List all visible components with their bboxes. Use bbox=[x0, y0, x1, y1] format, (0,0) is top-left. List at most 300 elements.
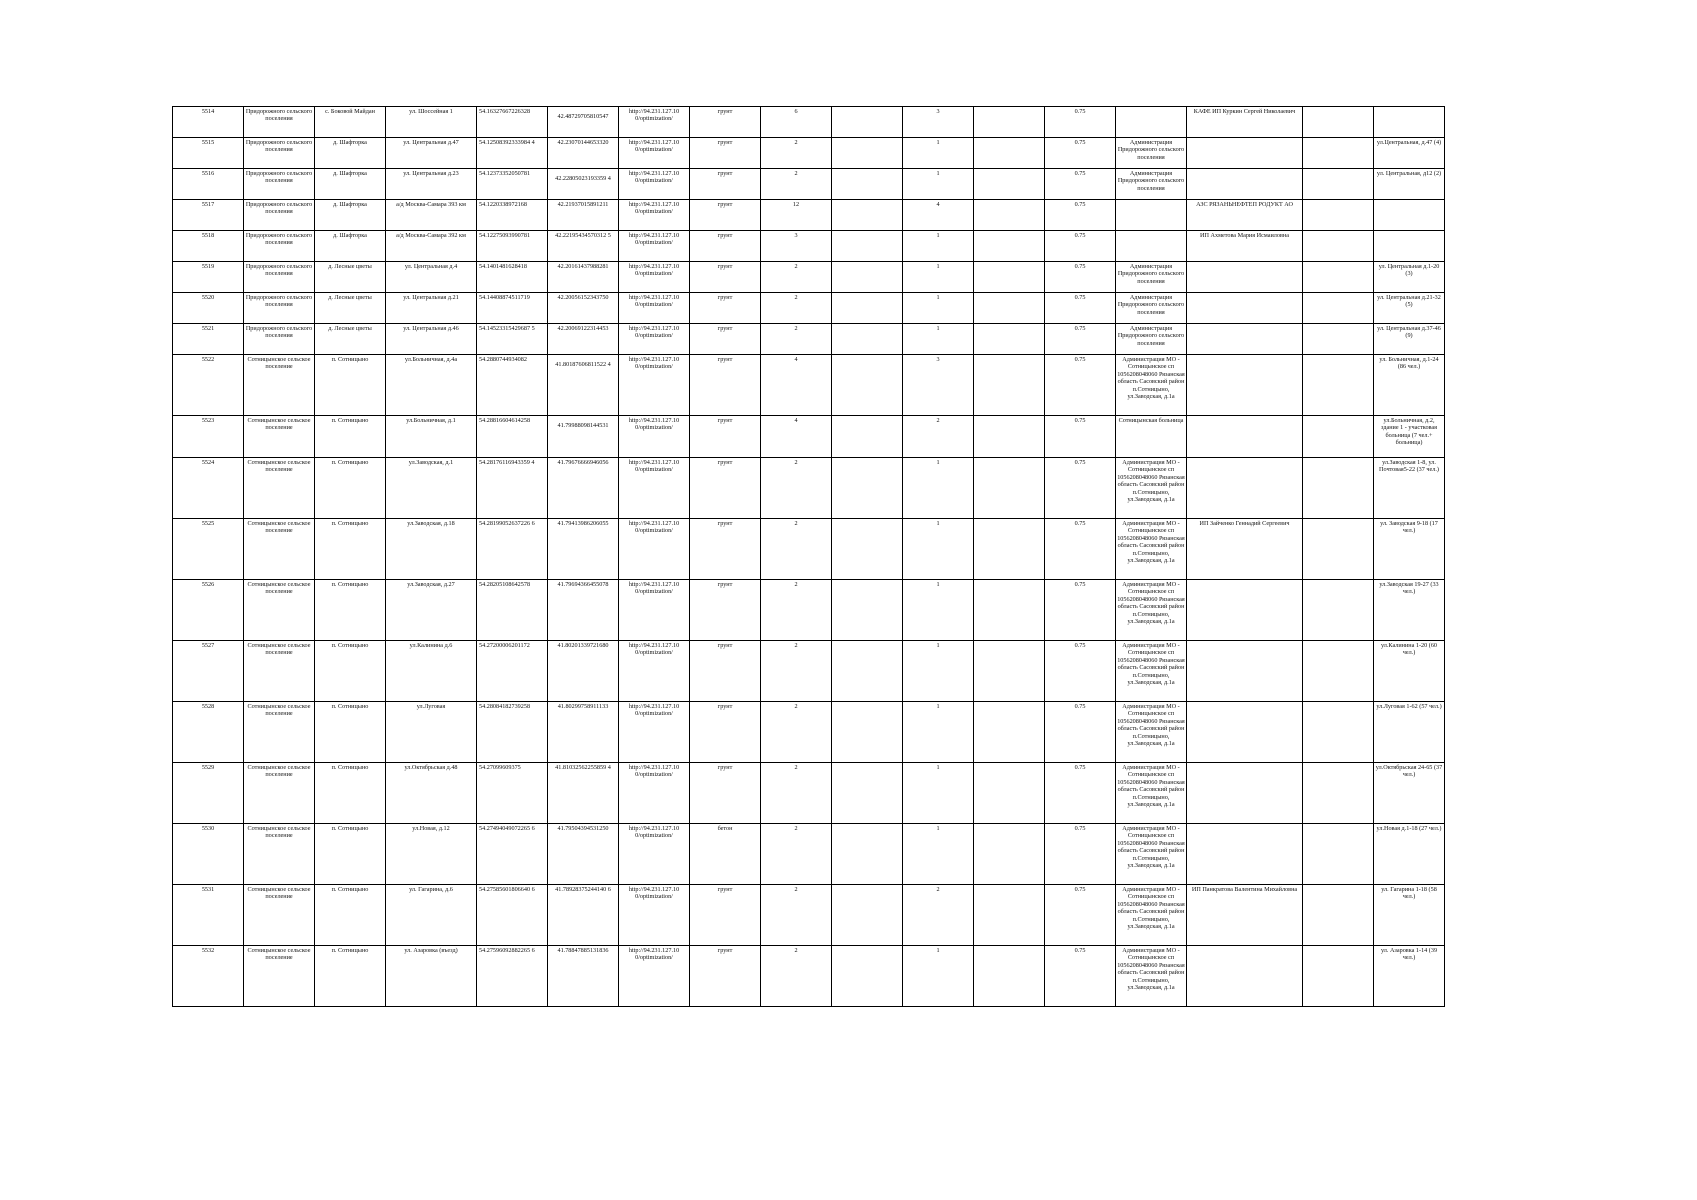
cell-served-houses: ул. Больничная, д.1-24 (86 чел.) bbox=[1374, 355, 1445, 416]
cell-col11 bbox=[974, 763, 1045, 824]
cell-col11 bbox=[974, 293, 1045, 324]
cell-surface: грунт bbox=[690, 324, 761, 355]
cell-col9 bbox=[832, 138, 903, 169]
cell-surface: грунт bbox=[690, 138, 761, 169]
cell-area: 2 bbox=[761, 169, 832, 200]
cell-id: 5526 bbox=[173, 580, 244, 641]
cell-container-volume: 0.75 bbox=[1045, 885, 1116, 946]
longitude-value: 42.48729705810547 bbox=[557, 113, 609, 120]
cell-surface: грунт bbox=[690, 885, 761, 946]
cell-container-volume: 0.75 bbox=[1045, 519, 1116, 580]
cell-id: 5519 bbox=[173, 262, 244, 293]
cell-col16 bbox=[1303, 519, 1374, 580]
cell-owner: Администрация МО - Сотницынское сп 1056208048060 Рязанская область Сасовский район п.Сотницыно, ул.Заводская, д.1а bbox=[1116, 763, 1187, 824]
cell-settlement: Придорожного сельского поселения bbox=[244, 200, 315, 231]
cell-col11 bbox=[974, 138, 1045, 169]
cell-col9 bbox=[832, 355, 903, 416]
cell-col16 bbox=[1303, 416, 1374, 458]
table-row bbox=[173, 324, 1546, 355]
cell-owner: Администрация Придорожного сельского поселения bbox=[1116, 138, 1187, 169]
cell-surface: грунт bbox=[690, 702, 761, 763]
cell-locality: д. Шафторка bbox=[315, 138, 386, 169]
cell-waste-source: ИП Зайченко Геннадий Сергеевич bbox=[1187, 519, 1303, 580]
cell-container-volume: 0.75 bbox=[1045, 416, 1116, 458]
cell-container-count: 1 bbox=[903, 763, 974, 824]
cell-id: 5516 bbox=[173, 169, 244, 200]
cell-address: ул.Заводская, д.18 bbox=[386, 519, 477, 580]
table-row bbox=[173, 169, 1546, 200]
cell-area: 3 bbox=[761, 231, 832, 262]
cell-area: 2 bbox=[761, 293, 832, 324]
cell-area: 2 bbox=[761, 885, 832, 946]
cell-latitude: 54.1220338972168 bbox=[477, 200, 548, 231]
cell-surface: грунт bbox=[690, 519, 761, 580]
cell-col16 bbox=[1303, 946, 1374, 1007]
cell-longitude: 42.20056152343750 bbox=[548, 293, 619, 324]
cell-address: ул. Центральная д.23 bbox=[386, 169, 477, 200]
cell-id: 5532 bbox=[173, 946, 244, 1007]
cell-container-volume: 0.75 bbox=[1045, 200, 1116, 231]
cell-surface: грунт bbox=[690, 416, 761, 458]
cell-area: 12 bbox=[761, 200, 832, 231]
cell-id: 5517 bbox=[173, 200, 244, 231]
cell-url[interactable]: http://94.231.127.10 0/optimization/ bbox=[619, 169, 690, 200]
cell-col9 bbox=[832, 458, 903, 519]
cell-address: ул. Центральная д.4 bbox=[386, 262, 477, 293]
cell-container-volume: 0.75 bbox=[1045, 355, 1116, 416]
cell-col11 bbox=[974, 885, 1045, 946]
cell-locality: п. Сотницыно bbox=[315, 946, 386, 1007]
cell-container-count: 1 bbox=[903, 519, 974, 580]
cell-container-count: 3 bbox=[903, 355, 974, 416]
cell-settlement: Сотницынское сельское поселение bbox=[244, 641, 315, 702]
cell-settlement: Сотницынское сельское поселение bbox=[244, 580, 315, 641]
cell-col11 bbox=[974, 946, 1045, 1007]
cell-container-count: 2 bbox=[903, 885, 974, 946]
table-row bbox=[173, 580, 1546, 641]
cell-container-volume: 0.75 bbox=[1045, 293, 1116, 324]
cell-waste-source bbox=[1187, 946, 1303, 1007]
cell-url[interactable]: http://94.231.127.10 0/optimization/ bbox=[619, 416, 690, 458]
cell-address: ул. Азаровка (въезд) bbox=[386, 946, 477, 1007]
cell-col16 bbox=[1303, 107, 1374, 138]
cell-col9 bbox=[832, 702, 903, 763]
cell-waste-source bbox=[1187, 416, 1303, 458]
longitude-value: 42.22805023193359 4 bbox=[555, 175, 611, 182]
cell-latitude: 54.28176116943359 4 bbox=[477, 458, 548, 519]
table-row bbox=[173, 200, 1546, 231]
cell-owner bbox=[1116, 231, 1187, 262]
cell-url[interactable]: http://94.231.127.10 0/optimization/ bbox=[619, 946, 690, 1007]
cell-waste-source bbox=[1187, 580, 1303, 641]
cell-area: 2 bbox=[761, 763, 832, 824]
cell-owner bbox=[1116, 107, 1187, 138]
cell-container-count: 2 bbox=[903, 416, 974, 458]
cell-owner: Администрация Придорожного сельского поселения bbox=[1116, 169, 1187, 200]
table-row bbox=[173, 824, 1546, 885]
cell-waste-source bbox=[1187, 138, 1303, 169]
cell-area: 6 bbox=[761, 107, 832, 138]
cell-longitude: 41.79504394531250 bbox=[548, 824, 619, 885]
cell-owner: Сотницынская больница bbox=[1116, 416, 1187, 458]
cell-latitude: 54.28816604614258 bbox=[477, 416, 548, 458]
cell-longitude: 41.79413986206055 bbox=[548, 519, 619, 580]
cell-served-houses: ул.Больничная, д.2, здание 1 - участковая больница (7 чел.+ больница) bbox=[1374, 416, 1445, 458]
cell-area: 2 bbox=[761, 580, 832, 641]
cell-col11 bbox=[974, 324, 1045, 355]
cell-container-volume: 0.75 bbox=[1045, 262, 1116, 293]
cell-address: ул.Больничная, д.1 bbox=[386, 416, 477, 458]
table-row bbox=[173, 293, 1546, 324]
cell-url[interactable]: http://94.231.127.10 0/optimization/ bbox=[619, 231, 690, 262]
cell-served-houses: ул. Азаровка 1-14 (39 чел.) bbox=[1374, 946, 1445, 1007]
cell-settlement: Сотницынское сельское поселение bbox=[244, 702, 315, 763]
cell-area: 2 bbox=[761, 519, 832, 580]
cell-latitude: 54.28199052637226 6 bbox=[477, 519, 548, 580]
cell-container-count: 4 bbox=[903, 200, 974, 231]
cell-address: ул.Октябрьская д.48 bbox=[386, 763, 477, 824]
cell-address: ул.Заводская, д.27 bbox=[386, 580, 477, 641]
cell-col11 bbox=[974, 519, 1045, 580]
cell-waste-source bbox=[1187, 293, 1303, 324]
cell-col11 bbox=[974, 458, 1045, 519]
cell-waste-source bbox=[1187, 169, 1303, 200]
cell-col16 bbox=[1303, 458, 1374, 519]
cell-url[interactable]: http://94.231.127.10 0/optimization/ bbox=[619, 107, 690, 138]
cell-surface: грунт bbox=[690, 262, 761, 293]
cell-id: 5518 bbox=[173, 231, 244, 262]
cell-address: ул.Больничная, д.4а bbox=[386, 355, 477, 416]
cell-served-houses bbox=[1374, 231, 1445, 262]
cell-owner: Администрация МО - Сотницынское сп 1056208048060 Рязанская область Сасовский район п.Сотницыно, ул.Заводская, д.1а bbox=[1116, 580, 1187, 641]
cell-col9 bbox=[832, 200, 903, 231]
cell-latitude: 54.12275093990781 bbox=[477, 231, 548, 262]
cell-area: 2 bbox=[761, 262, 832, 293]
cell-url[interactable]: http://94.231.127.10 0/optimization/ bbox=[619, 262, 690, 293]
cell-settlement: Сотницынское сельское поселение bbox=[244, 946, 315, 1007]
cell-col11 bbox=[974, 107, 1045, 138]
cell-url[interactable]: http://94.231.127.10 0/optimization/ bbox=[619, 200, 690, 231]
cell-id: 5529 bbox=[173, 763, 244, 824]
cell-address: ул. Центральная д.21 bbox=[386, 293, 477, 324]
longitude-value: 41.80187606811522 4 bbox=[555, 361, 611, 368]
cell-latitude: 54.1401481628418 bbox=[477, 262, 548, 293]
cell-surface: грунт bbox=[690, 293, 761, 324]
cell-url[interactable]: http://94.231.127.10 0/optimization/ bbox=[619, 293, 690, 324]
cell-surface: грунт bbox=[690, 458, 761, 519]
cell-address: ул. Центральная д.47 bbox=[386, 138, 477, 169]
cell-owner: Администрация Придорожного сельского поселения bbox=[1116, 262, 1187, 293]
cell-settlement: Придорожного сельского поселения bbox=[244, 262, 315, 293]
cell-settlement: Сотницынское сельское поселение bbox=[244, 824, 315, 885]
cell-latitude: 54.2880744934082 bbox=[477, 355, 548, 416]
cell-address: ул. Центральная д.46 bbox=[386, 324, 477, 355]
cell-locality: д. Шафторка bbox=[315, 200, 386, 231]
cell-served-houses bbox=[1374, 107, 1445, 138]
cell-container-count: 1 bbox=[903, 138, 974, 169]
cell-col9 bbox=[832, 641, 903, 702]
cell-longitude bbox=[548, 416, 619, 458]
cell-url[interactable]: http://94.231.127.10 0/optimization/ bbox=[619, 580, 690, 641]
cell-locality: п. Сотницыно bbox=[315, 519, 386, 580]
cell-served-houses: ул. Центральная д.1-20 (3) bbox=[1374, 262, 1445, 293]
cell-container-count: 1 bbox=[903, 641, 974, 702]
cell-col16 bbox=[1303, 293, 1374, 324]
cell-locality: д. Лесные цветы bbox=[315, 293, 386, 324]
cell-col11 bbox=[974, 824, 1045, 885]
cell-col11 bbox=[974, 641, 1045, 702]
cell-col9 bbox=[832, 169, 903, 200]
cell-settlement: Сотницынское сельское поселение bbox=[244, 519, 315, 580]
cell-id: 5524 bbox=[173, 458, 244, 519]
cell-served-houses: ул.Центральная, д.47 (4) bbox=[1374, 138, 1445, 169]
cell-latitude: 54.28205108642578 bbox=[477, 580, 548, 641]
cell-url[interactable]: http://94.231.127.10 0/optimization/ bbox=[619, 641, 690, 702]
cell-longitude: 41.79676666946056 bbox=[548, 458, 619, 519]
cell-latitude: 54.27585601806640 6 bbox=[477, 885, 548, 946]
cell-id: 5520 bbox=[173, 293, 244, 324]
cell-owner: Администрация МО - Сотницынское сп 1056208048060 Рязанская область Сасовский район п.Сотницыно, ул.Заводская, д.1а bbox=[1116, 946, 1187, 1007]
cell-col9 bbox=[832, 231, 903, 262]
cell-container-count: 1 bbox=[903, 580, 974, 641]
cell-latitude: 54.12373352050781 bbox=[477, 169, 548, 200]
cell-waste-source: КАФЕ ИП Куркин Сергей Николаевич bbox=[1187, 107, 1303, 138]
cell-settlement: Придорожного сельского поселения bbox=[244, 138, 315, 169]
table-row bbox=[173, 763, 1546, 824]
cell-address: ул.Новая, д.12 bbox=[386, 824, 477, 885]
cell-latitude: 54.14523315429687 5 bbox=[477, 324, 548, 355]
cell-col9 bbox=[832, 946, 903, 1007]
table-row bbox=[173, 458, 1546, 519]
cell-locality: п. Сотницыно bbox=[315, 824, 386, 885]
cell-served-houses: ул.Калинина 1-20 (60 чел.) bbox=[1374, 641, 1445, 702]
cell-owner: Администрация МО - Сотницынское сп 1056208048060 Рязанская область Сасовский район п.Сотницыно, ул.Заводская, д.1а bbox=[1116, 885, 1187, 946]
cell-latitude: 54.16327667226328 bbox=[477, 107, 548, 138]
cell-container-count: 1 bbox=[903, 231, 974, 262]
cell-url[interactable]: http://94.231.127.10 0/optimization/ bbox=[619, 324, 690, 355]
cell-url[interactable]: http://94.231.127.10 0/optimization/ bbox=[619, 138, 690, 169]
cell-owner: Администрация МО - Сотницынское сп 1056208048060 Рязанская область Сасовский район п.Сотницыно, ул.Заводская, д.1а bbox=[1116, 355, 1187, 416]
cell-latitude: 54.14408874511719 bbox=[477, 293, 548, 324]
cell-settlement: Придорожного сельского поселения bbox=[244, 324, 315, 355]
cell-col16 bbox=[1303, 763, 1374, 824]
cell-surface: бетон bbox=[690, 824, 761, 885]
cell-longitude: 41.81032562255859 4 bbox=[548, 763, 619, 824]
cell-col11 bbox=[974, 702, 1045, 763]
cell-container-volume: 0.75 bbox=[1045, 138, 1116, 169]
cell-area: 2 bbox=[761, 702, 832, 763]
cell-served-houses: ул. Центральная д.37-46 (9) bbox=[1374, 324, 1445, 355]
cell-surface: грунт bbox=[690, 107, 761, 138]
cell-surface: грунт bbox=[690, 231, 761, 262]
cell-locality: д. Шафторка bbox=[315, 231, 386, 262]
cell-latitude: 54.27596092882265 6 bbox=[477, 946, 548, 1007]
cell-locality: п. Сотницыно bbox=[315, 763, 386, 824]
cell-address: а/д Москва-Самара 392 км bbox=[386, 231, 477, 262]
cell-waste-source bbox=[1187, 824, 1303, 885]
cell-locality: п. Сотницыно bbox=[315, 416, 386, 458]
cell-container-count: 1 bbox=[903, 946, 974, 1007]
table-row bbox=[173, 946, 1546, 1007]
cell-waste-source: ИП Панкратова Валентина Михайловна bbox=[1187, 885, 1303, 946]
cell-id: 5515 bbox=[173, 138, 244, 169]
cell-col16 bbox=[1303, 580, 1374, 641]
cell-locality: д. Лесные цветы bbox=[315, 324, 386, 355]
longitude-value: 41.79988098144531 bbox=[557, 422, 609, 429]
cell-col9 bbox=[832, 107, 903, 138]
cell-address: а/д Москва-Самара 393 км bbox=[386, 200, 477, 231]
cell-owner: Администрация МО - Сотницынское сп 1056208048060 Рязанская область Сасовский район п.Сотницыно, ул.Заводская, д.1а bbox=[1116, 702, 1187, 763]
cell-container-volume: 0.75 bbox=[1045, 580, 1116, 641]
cell-owner: Администрация МО - Сотницынское сп 1056208048060 Рязанская область Сасовский район п.Сотницыно, ул.Заводская, д.1а bbox=[1116, 519, 1187, 580]
cell-surface: грунт bbox=[690, 641, 761, 702]
cell-locality: с. Боковой Майдан bbox=[315, 107, 386, 138]
cell-served-houses: ул. Центральная д.21-32 (5) bbox=[1374, 293, 1445, 324]
cell-container-count: 1 bbox=[903, 169, 974, 200]
cell-owner: Администрация МО - Сотницынское сп 1056208048060 Рязанская область Сасовский район п.Сотницыно, ул.Заводская, д.1а bbox=[1116, 458, 1187, 519]
cell-area: 2 bbox=[761, 641, 832, 702]
cell-surface: грунт bbox=[690, 763, 761, 824]
cell-owner bbox=[1116, 200, 1187, 231]
cell-area: 2 bbox=[761, 324, 832, 355]
table-row bbox=[173, 107, 1546, 138]
cell-latitude: 54.27200006201172 bbox=[477, 641, 548, 702]
cell-url[interactable]: http://94.231.127.10 0/optimization/ bbox=[619, 824, 690, 885]
cell-url[interactable]: http://94.231.127.10 0/optimization/ bbox=[619, 519, 690, 580]
cell-address: ул. Шоссейная 1 bbox=[386, 107, 477, 138]
cell-url[interactable]: http://94.231.127.10 0/optimization/ bbox=[619, 702, 690, 763]
cell-id: 5521 bbox=[173, 324, 244, 355]
cell-settlement: Сотницынское сельское поселение bbox=[244, 763, 315, 824]
cell-locality: п. Сотницыно bbox=[315, 702, 386, 763]
cell-area: 2 bbox=[761, 458, 832, 519]
cell-area: 2 bbox=[761, 824, 832, 885]
cell-container-volume: 0.75 bbox=[1045, 107, 1116, 138]
cell-longitude bbox=[548, 355, 619, 416]
cell-waste-source bbox=[1187, 641, 1303, 702]
cell-latitude: 54.12508392333984 4 bbox=[477, 138, 548, 169]
cell-container-volume: 0.75 bbox=[1045, 169, 1116, 200]
cell-locality: п. Сотницыно bbox=[315, 458, 386, 519]
cell-served-houses: ул.Луговая 1-62 (57 чел.) bbox=[1374, 702, 1445, 763]
cell-locality: п. Сотницыно bbox=[315, 641, 386, 702]
cell-locality: д. Шафторка bbox=[315, 169, 386, 200]
cell-id: 5514 bbox=[173, 107, 244, 138]
cell-owner: Администрация Придорожного сельского поселения bbox=[1116, 324, 1187, 355]
cell-surface: грунт bbox=[690, 169, 761, 200]
table-row bbox=[173, 138, 1546, 169]
cell-id: 5522 bbox=[173, 355, 244, 416]
table-row bbox=[173, 355, 1546, 416]
cell-url[interactable]: http://94.231.127.10 0/optimization/ bbox=[619, 355, 690, 416]
cell-container-count: 3 bbox=[903, 107, 974, 138]
cell-url[interactable]: http://94.231.127.10 0/optimization/ bbox=[619, 458, 690, 519]
cell-col16 bbox=[1303, 262, 1374, 293]
registry-table bbox=[172, 106, 1546, 1007]
cell-col9 bbox=[832, 580, 903, 641]
cell-container-volume: 0.75 bbox=[1045, 324, 1116, 355]
cell-longitude: 42.20069122314453 bbox=[548, 324, 619, 355]
cell-waste-source bbox=[1187, 702, 1303, 763]
cell-longitude: 42.22195434570312 5 bbox=[548, 231, 619, 262]
cell-url[interactable]: http://94.231.127.10 0/optimization/ bbox=[619, 763, 690, 824]
cell-longitude: 42.20161437988281 bbox=[548, 262, 619, 293]
cell-col9 bbox=[832, 324, 903, 355]
cell-container-volume: 0.75 bbox=[1045, 946, 1116, 1007]
cell-col9 bbox=[832, 763, 903, 824]
cell-container-volume: 0.75 bbox=[1045, 702, 1116, 763]
cell-longitude: 42.21937015891211 bbox=[548, 200, 619, 231]
cell-col11 bbox=[974, 169, 1045, 200]
cell-area: 4 bbox=[761, 416, 832, 458]
cell-col16 bbox=[1303, 231, 1374, 262]
cell-longitude bbox=[548, 169, 619, 200]
cell-settlement: Сотницынское сельское поселение bbox=[244, 885, 315, 946]
cell-settlement: Придорожного сельского поселения bbox=[244, 169, 315, 200]
table-row bbox=[173, 702, 1546, 763]
cell-latitude: 54.27099609375 bbox=[477, 763, 548, 824]
cell-longitude: 41.79694366455078 bbox=[548, 580, 619, 641]
cell-owner: Администрация Придорожного сельского поселения bbox=[1116, 293, 1187, 324]
cell-area: 2 bbox=[761, 946, 832, 1007]
table-row bbox=[173, 416, 1546, 458]
cell-id: 5525 bbox=[173, 519, 244, 580]
cell-locality: д. Лесные цветы bbox=[315, 262, 386, 293]
cell-container-count: 1 bbox=[903, 324, 974, 355]
cell-container-count: 1 bbox=[903, 458, 974, 519]
cell-col16 bbox=[1303, 355, 1374, 416]
cell-served-houses: ул. Центральная, д12 (2) bbox=[1374, 169, 1445, 200]
cell-col11 bbox=[974, 580, 1045, 641]
cell-waste-source bbox=[1187, 763, 1303, 824]
cell-col11 bbox=[974, 416, 1045, 458]
cell-id: 5530 bbox=[173, 824, 244, 885]
cell-col11 bbox=[974, 200, 1045, 231]
cell-settlement: Придорожного сельского поселения bbox=[244, 293, 315, 324]
cell-owner: Администрация МО - Сотницынское сп 1056208048060 Рязанская область Сасовский район п.Сотницыно, ул.Заводская, д.1а bbox=[1116, 824, 1187, 885]
cell-longitude: 41.80299758911133 bbox=[548, 702, 619, 763]
cell-id: 5531 bbox=[173, 885, 244, 946]
cell-latitude: 54.27494049072265 6 bbox=[477, 824, 548, 885]
cell-longitude: 41.78847885131836 bbox=[548, 946, 619, 1007]
cell-col9 bbox=[832, 519, 903, 580]
cell-served-houses: ул.Заводская 19-27 (33 чел.) bbox=[1374, 580, 1445, 641]
cell-container-volume: 0.75 bbox=[1045, 824, 1116, 885]
cell-col11 bbox=[974, 355, 1045, 416]
cell-served-houses: ул. Гагарина 1-18 (58 чел.) bbox=[1374, 885, 1445, 946]
cell-col16 bbox=[1303, 138, 1374, 169]
cell-container-volume: 0.75 bbox=[1045, 641, 1116, 702]
table-row bbox=[173, 641, 1546, 702]
cell-col16 bbox=[1303, 200, 1374, 231]
cell-area: 2 bbox=[761, 138, 832, 169]
cell-url[interactable]: http://94.231.127.10 0/optimization/ bbox=[619, 885, 690, 946]
cell-col9 bbox=[832, 885, 903, 946]
cell-surface: грунт bbox=[690, 946, 761, 1007]
cell-col16 bbox=[1303, 324, 1374, 355]
cell-container-volume: 0.75 bbox=[1045, 458, 1116, 519]
cell-container-volume: 0.75 bbox=[1045, 231, 1116, 262]
cell-served-houses bbox=[1374, 200, 1445, 231]
cell-served-houses: ул.Заводская 1-8, ул. Почтовая5-22 (37 чел.) bbox=[1374, 458, 1445, 519]
cell-waste-source: ИП Ахметова Мария Исмаиловна bbox=[1187, 231, 1303, 262]
cell-container-count: 1 bbox=[903, 824, 974, 885]
cell-col16 bbox=[1303, 169, 1374, 200]
cell-surface: грунт bbox=[690, 200, 761, 231]
cell-col9 bbox=[832, 293, 903, 324]
cell-waste-source bbox=[1187, 458, 1303, 519]
cell-served-houses: ул.Новая д.1-18 (27 чел.) bbox=[1374, 824, 1445, 885]
